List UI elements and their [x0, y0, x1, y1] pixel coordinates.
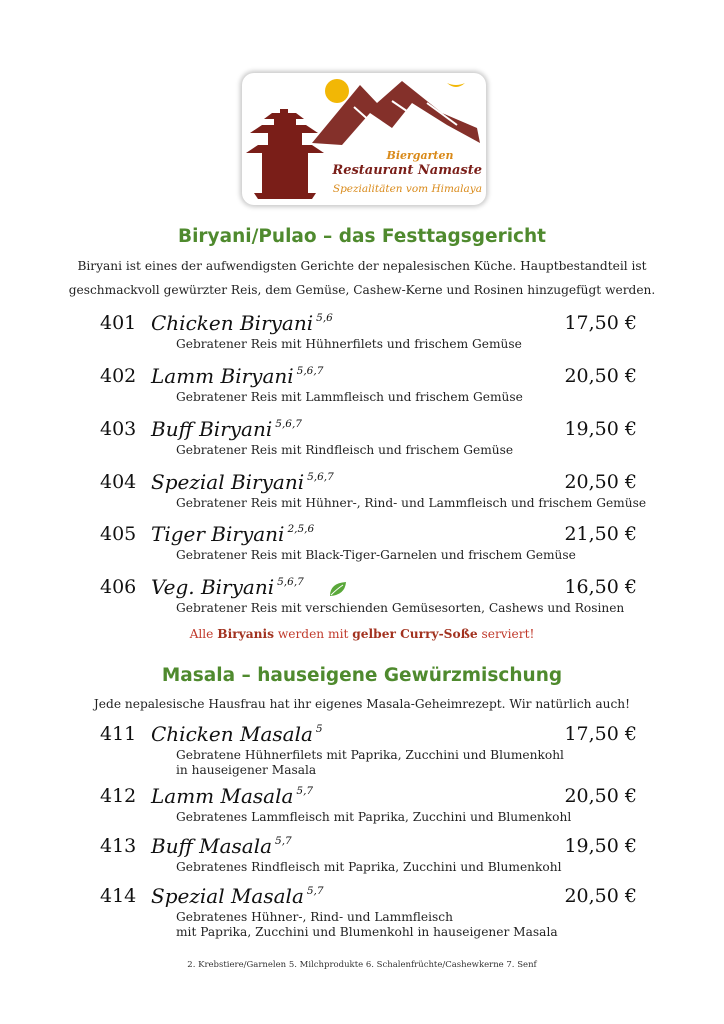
- item-name: Veg. Biryani $^{5,6,7}$: [151, 575, 304, 599]
- biryani-sauce-note: Alle Biryanis werden mit gelber Curry-Soße serviert!: [189, 627, 535, 641]
- item-number: 412: [100, 785, 137, 807]
- sun-icon: [325, 79, 349, 103]
- item-name: Lamm Biryani $^{5,6,7}$: [151, 364, 324, 388]
- masala-section-title: Masala – hauseigene Gewürzmischung: [161, 665, 563, 686]
- item-allergens: 5,7: [296, 785, 314, 797]
- menu-item-411: [0, 723, 724, 775]
- item-number: 404: [100, 471, 137, 493]
- item-name: Chicken Masala $^5$: [151, 722, 323, 746]
- boat-moon-icon: [447, 83, 465, 87]
- item-description: Gebratener Reis mit verschienden Gemüsesorten, Cashews und Rosinen: [176, 601, 625, 615]
- item-description: Gebratene Hühnerfilets mit Paprika, Zucchini und Blumenkohl in hauseigener Masala: [176, 748, 564, 777]
- item-description: Gebratener Reis mit Hühner-, Rind- und Lammfleisch und frischem Gemüse: [176, 496, 647, 510]
- item-price: 17,50 €: [564, 312, 637, 334]
- item-description: Gebratener Reis mit Rindfleisch und frischem Gemüse: [176, 443, 514, 457]
- leaf-icon: [328, 580, 348, 598]
- menu-item-412: [0, 785, 724, 837]
- item-price: 21,50 €: [564, 523, 637, 545]
- item-price: 20,50 €: [564, 365, 637, 387]
- menu-item-401: [0, 312, 724, 364]
- item-number: 405: [100, 523, 137, 545]
- item-price: 17,50 €: [564, 723, 637, 745]
- item-allergens: 5,6,7: [307, 471, 334, 483]
- item-description: Gebratener Reis mit Black-Tiger-Garnelen und frischem Gemüse: [176, 548, 576, 562]
- item-name: Chicken Biryani $^{5,6}$: [151, 311, 333, 335]
- item-description: Gebratenes Lammfleisch mit Paprika, Zucchini und Blumenkohl: [176, 810, 572, 824]
- item-name: Buff Biryani $^{5,6,7}$: [151, 417, 302, 441]
- logo-line-biergarten: Biergarten: [386, 149, 454, 162]
- item-number: 402: [100, 365, 137, 387]
- menu-item-413: [0, 835, 724, 887]
- logo-line-restaurant-name: Restaurant Namaste: [332, 163, 482, 178]
- menu-item-402: [0, 365, 724, 417]
- menu-item-405: [0, 523, 724, 575]
- restaurant-logo: [242, 73, 486, 205]
- item-price: 19,50 €: [564, 835, 637, 857]
- allergen-footer: 2. Krebstiere/Garnelen 5. Milchprodukte 6. Schalenfrüchte/Cashewkerne 7. Senf: [187, 960, 537, 970]
- item-allergens: 2,5,6: [287, 523, 315, 535]
- item-allergens: 5: [315, 723, 323, 735]
- item-description: Gebratener Reis mit Hühnerfilets und frischem Gemüse: [176, 337, 522, 351]
- biryani-intro-line-1: Biryani ist eines der aufwendigsten Gerichte der nepalesischen Küche. Hauptbestandteil ist: [77, 259, 647, 273]
- biryani-section-title: Biryani/Pulao – das Festtagsgericht: [177, 226, 547, 247]
- item-number: 406: [100, 576, 137, 598]
- biryani-intro-line-2: geschmackvoll gewürzter Reis, dem Gemüse, Cashew-Kerne und Rosinen hinzugefügt werden.: [68, 283, 656, 297]
- menu-item-414: [0, 885, 724, 937]
- item-name: Tiger Biryani $^{2,5,6}$: [151, 522, 315, 546]
- item-allergens: 5,6: [316, 312, 333, 324]
- item-description: Gebratenes Hühner-, Rind- und Lammfleisch mit Paprika, Zucchini und Blumenkohl in hauseigener Masala: [176, 910, 558, 939]
- item-allergens: 5,6,7: [296, 365, 324, 377]
- item-name: Spezial Biryani $^{5,6,7}$: [151, 470, 334, 494]
- item-allergens: 5,6,7: [277, 576, 304, 588]
- masala-intro: Jede nepalesische Hausfrau hat ihr eigenes Masala-Geheimrezept. Wir natürlich auch!: [93, 697, 631, 711]
- item-name: Lamm Masala $^{5,7}$: [151, 784, 314, 808]
- item-price: 19,50 €: [564, 418, 637, 440]
- item-allergens: 5,7: [306, 885, 324, 897]
- item-number: 403: [100, 418, 137, 440]
- item-name: Spezial Masala $^{5,7}$: [151, 884, 324, 908]
- menu-item-404: [0, 471, 724, 523]
- item-price: 20,50 €: [564, 471, 637, 493]
- menu-item-406: [0, 576, 724, 628]
- item-description: Gebratenes Rindfleisch mit Paprika, Zucchini und Blumenkohl: [176, 860, 562, 874]
- item-number: 401: [100, 312, 137, 334]
- menu-item-403: [0, 418, 724, 470]
- item-allergens: 5,6,7: [275, 418, 302, 430]
- item-allergens: 5,7: [275, 835, 292, 847]
- item-name: Buff Masala $^{5,7}$: [151, 834, 292, 858]
- item-price: 16,50 €: [564, 576, 637, 598]
- item-description: Gebratener Reis mit Lammfleisch und frischem Gemüse: [176, 390, 523, 404]
- item-number: 411: [100, 723, 137, 745]
- item-price: 20,50 €: [564, 885, 637, 907]
- item-price: 20,50 €: [564, 785, 637, 807]
- logo-line-tagline: Spezialitäten vom Himalaya: [332, 183, 482, 195]
- item-number: 413: [100, 835, 137, 857]
- item-number: 414: [100, 885, 137, 907]
